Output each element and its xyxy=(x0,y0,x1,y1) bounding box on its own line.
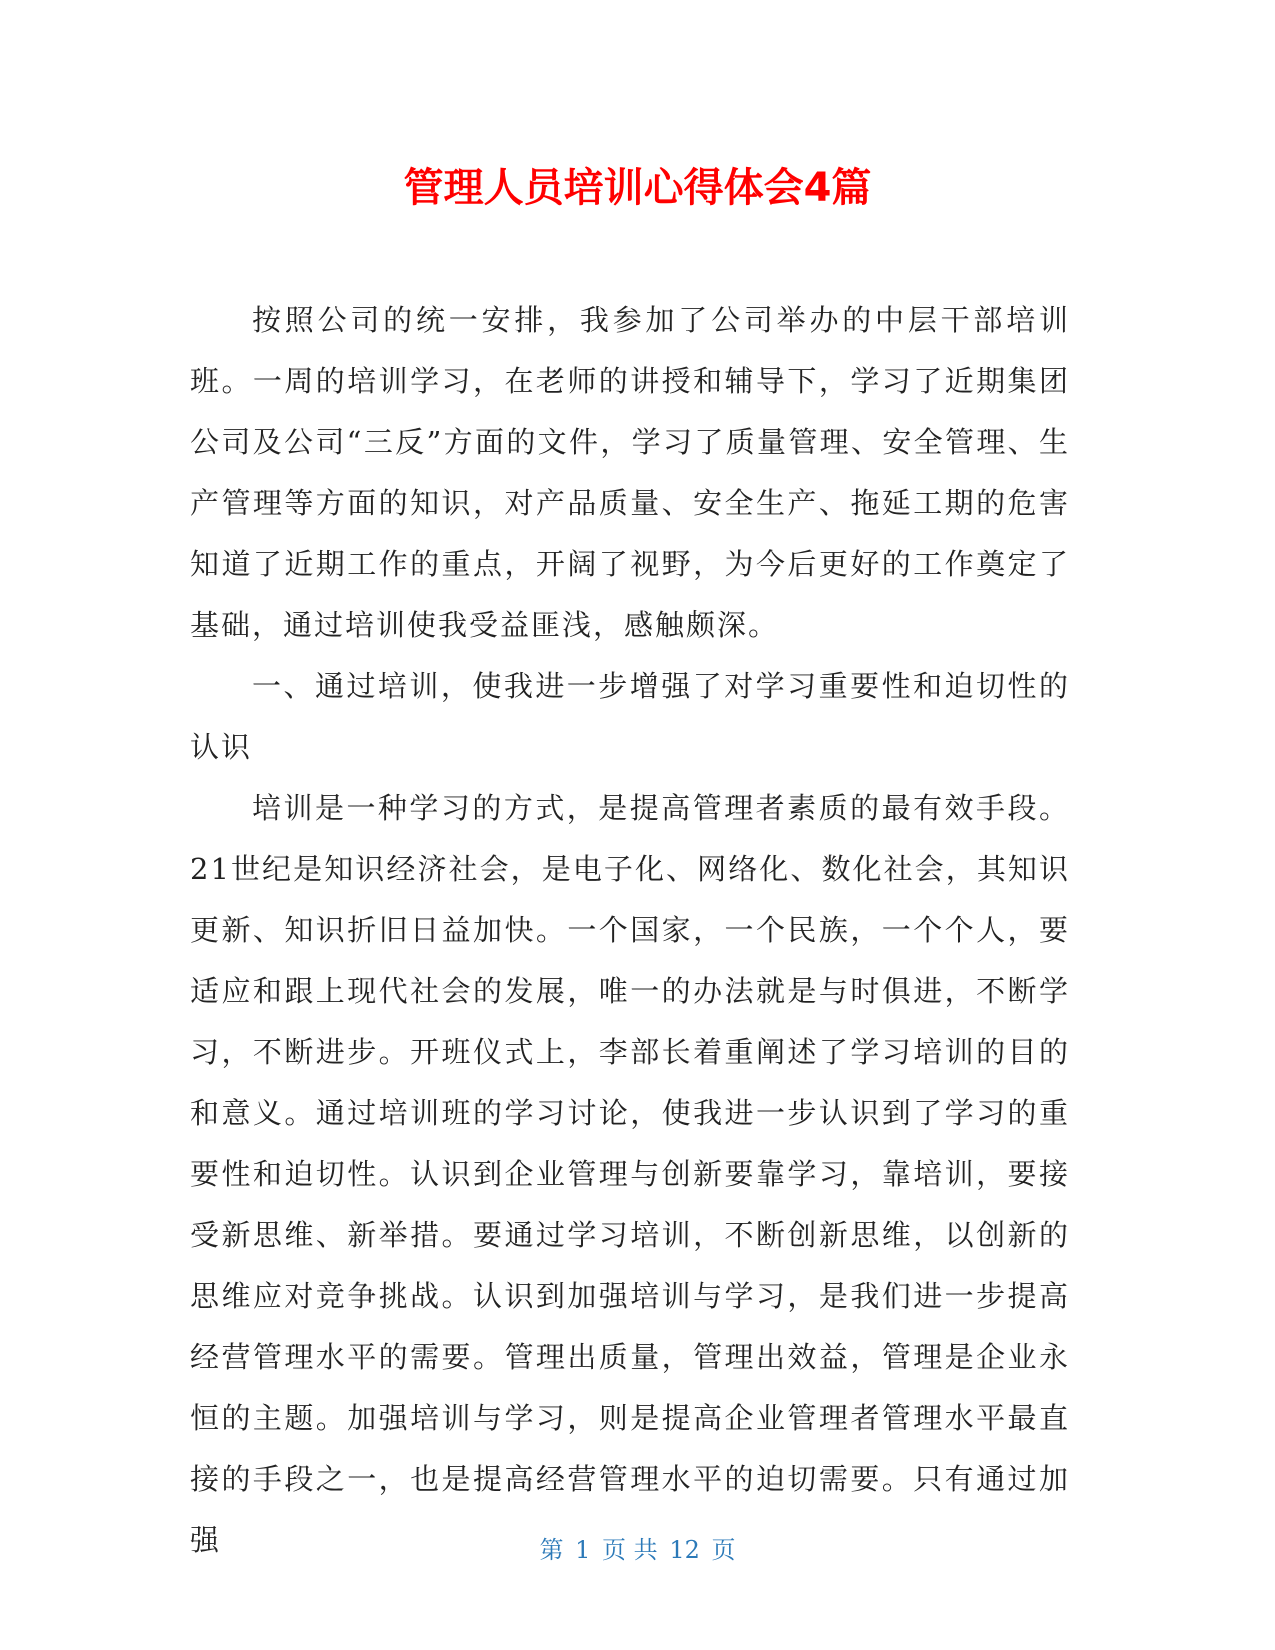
footer-prefix: 第 xyxy=(539,1536,564,1564)
document-title: 管理人员培训心得体会4篇 xyxy=(403,165,872,211)
document-body xyxy=(190,290,1070,1571)
paragraph-training: 培训是一种学习的方式，是提高管理者素质的最有效手段。21世纪是知识经济社会，是电子化、网络化、数化社会，其知识更新、知识折旧日益加快。一个国家，一个民族，一个个人，要适应和跟上现代社会的发展，唯一的办法就是与时俱进，不断学习，不断进步。开班仪式上，李部长着重阐述了学习培训的目的和意义。通过培训班的学习讨论，使我进一步认识到了学习的重要性和迫切性。认识到企业管理与创新要靠学习，靠培训，要接受新思维、新举措。要通过学习培训，不断创新思维，以创新的思维应对竞争挑战。认识到加强培训与学习，是我们进一步提高经营管理水平的需要。管理出质量，管理出效益，管理是企业永恒的主题。加强培训与学习，则是提高企业管理者管理水平最直接的手段之一，也是提高经营管理水平的迫切需要。只有通过加强 xyxy=(190,791,1070,1557)
footer-suffix: 页 xyxy=(711,1536,736,1564)
footer-page-number: 1 xyxy=(575,1536,591,1564)
footer-middle: 页 共 xyxy=(602,1536,658,1564)
section-heading-1: 一、通过培训，使我进一步增强了对学习重要性和迫切性的认识 xyxy=(190,669,1070,764)
footer-total-pages: 12 xyxy=(669,1536,700,1564)
paragraph-intro: 按照公司的统一安排，我参加了公司举办的中层干部培训班。一周的培训学习，在老师的讲授和辅导下，学习了近期集团公司及公司“三反”方面的文件，学习了质量管理、安全管理、生产管理等方面的知识，对产品质量、安全生产、拖延工期的危害知道了近期工作的重点，开阔了视野，为今后更好的工作奠定了基础，通过培训使我受益匪浅，感触颇深。 xyxy=(190,303,1070,642)
page-footer xyxy=(0,1534,1275,1566)
